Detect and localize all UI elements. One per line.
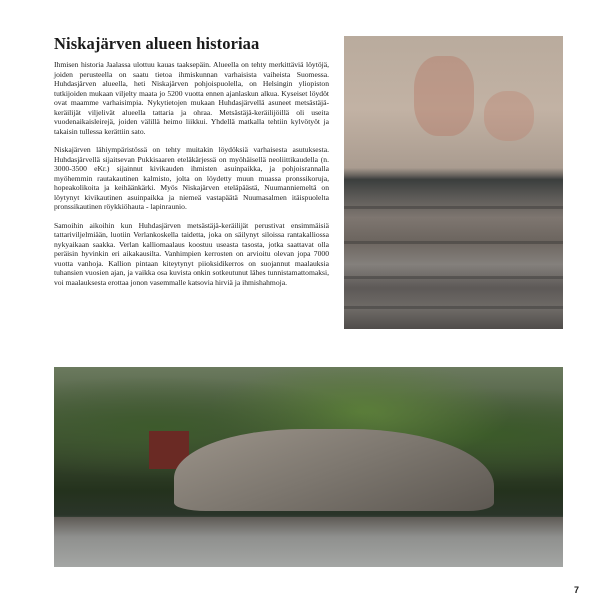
water-ripple	[344, 306, 563, 309]
water-ripple	[344, 276, 563, 279]
paragraph-3: Samoihin aikoihin kun Huhdasjärven metsästäjä-keräilijät perustivat ensimmäisiä tattariviljelmiään, luotiin Verlankoskella taidetta, joka on säilynyt siloissa rantakalliossa nykyaikaan saakka. Verlan kalliomaalaus koostuu useasta tasosta, jotka saattavat olla peräisin hyvinkin eri aikakausilta. Vanhimpien kerrosten on arvioitu olevan jopa 7000 vuotta vanhoja. Kallion pintaan kiteytynyt piioksidikerros on suojannut maalauksia tuhansien vuosien ajan, ja vaikka osa kuvista onkin sotkeutunut lähes tunnistamattomaksi, voi maalauksesta erottaa jonon vasemmalle katsovia hirviä ja ihmishahmoja.	[54, 220, 329, 287]
rock-painting-photo	[344, 36, 563, 329]
lake-rock-photo	[54, 367, 563, 567]
paragraph-1: Ihmisen historia Jaalassa ulottuu kauas taaksepäin. Alueella on tehty merkittäviä löytöjä, joiden perusteella on saatu tietoa ihmiskunnan varhaisista vaiheista Suomessa. Huhdasjärven alueella, heti Niskajärven pohjoispuolella, on Helsingin yliopiston tutkijoiden mukaan viljelty maata jo 5200 vuotta ennen ajanlaskun alkua. Kyseiset löydöt ovat maamme varhaisimpia. Nykytietojen mukaan Huhdasjärvellä asuneet metsästäjä-keräilijät viljelivät alueella tattaria ja ohraa. Metsästäjä-keräilijöillä oli useita vuodenaikaisleirejä, joiden välillä heimo liikkui. Yhdellä matkalla tehtiin kylvötyöt ja takaisin tullessa kerättiin sato.	[54, 60, 329, 136]
article-body	[54, 60, 329, 296]
paragraph-2: Niskajärven lähiympäristössä on tehty muitakin löydöksiä varhaisesta asutuksesta. Huhdasjärvellä sijaitsevan Pukkisaaren eteläkärjessä on myöhäisellä neoliittikaudella (n. 3000-3500 eKr.) sijainnut kivikauden ihmisten asuinpaikka, ja pohjoisrannalla myöhemmin rautakautinen kalmisto, jolta on löydetty muun muassa pronssikoruja, hopeakolikoita ja keihäänkärki. Myös Niskajärven eteläpäästä, Nuumanniemeltä on löytynyt kivikautinen asuinpaikka ja niemeä vastapäätä Nuumasalmen itäispuolelta pronssikautinen röykkiöhauta - lapinraunio.	[54, 145, 329, 211]
lake-reflection	[54, 517, 563, 567]
rock-stain	[484, 91, 534, 141]
water-ripple	[344, 206, 563, 209]
page-title: Niskajärven alueen historiaa	[54, 34, 260, 53]
page-number: 7	[574, 585, 580, 595]
rock-stain	[414, 56, 474, 136]
water-ripple	[344, 241, 563, 244]
